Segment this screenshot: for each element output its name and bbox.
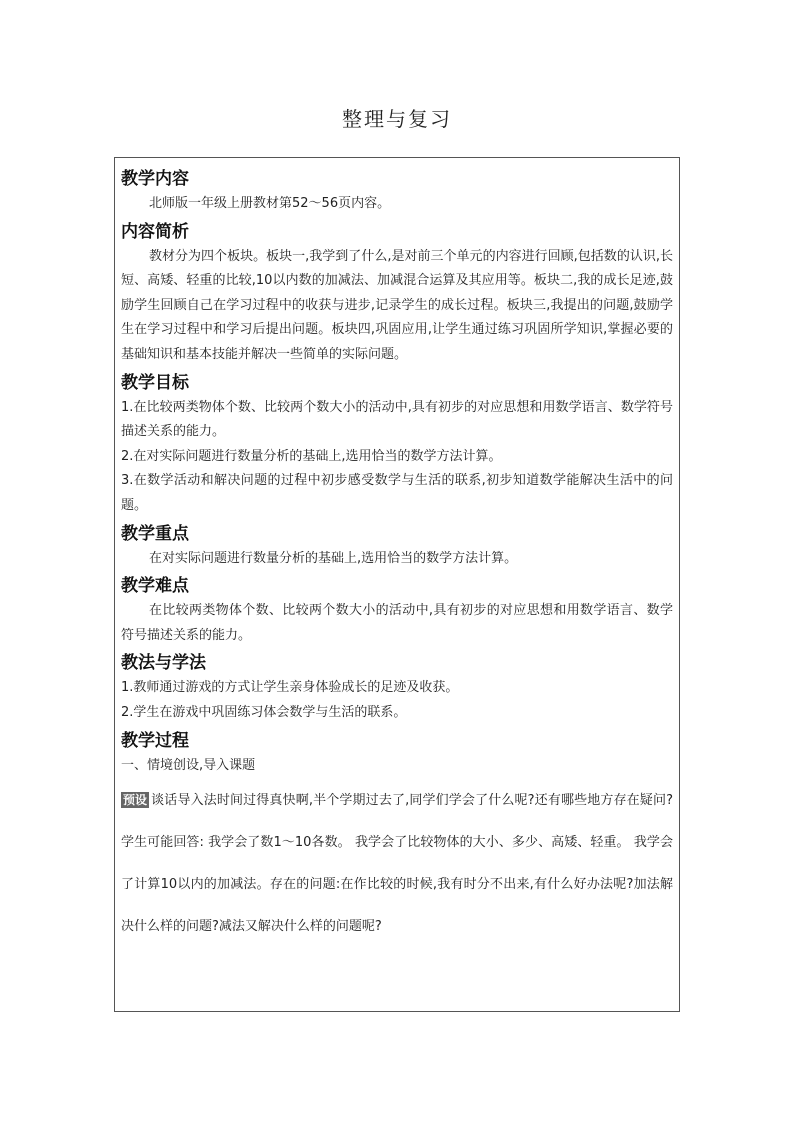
process-step: 一、情境创设,导入课题: [121, 757, 256, 773]
section-heading: 教学内容: [121, 169, 189, 189]
goal-item: 1.在比较两类物体个数、比较两个数大小的活动中,具有初步的对应思想和用数学语言、数学符号描述关系的能力。: [121, 399, 673, 440]
section-heading: 教学过程: [121, 730, 189, 751]
goal-item: 3.在数学活动和解决问题的过程中初步感受数学与生活的联系,初步知道数学能解决生活中的问题。: [121, 473, 673, 513]
section-goals: [121, 370, 673, 519]
process-text: [121, 780, 673, 948]
section-heading: 教学难点: [121, 576, 189, 597]
lesson-plan-box: [114, 157, 680, 1012]
section-difficulty: [121, 573, 673, 648]
page-title: 整理与复习: [342, 107, 452, 131]
goal-item: 2.在对实际问题进行数量分析的基础上,选用恰当的数学方法计算。: [121, 448, 502, 464]
process-text-body: 谈话导入法时间过得真快啊,半个学期过去了,同学们学会了什么呢?还有哪些地方存在疑问?学生可能回答: 我学会了数1～10各数。 我学会了比较物体的大小、多少、高矮、轻重。 我学会了计算10以内的加减法。存在的问题:在作比较的时候,我有时分不出来,有什么好办法呢?加法解决什么样的问题?减法又解决什么样的问题呢?: [121, 793, 673, 935]
section-heading: 教学重点: [121, 523, 189, 544]
section-analysis: [121, 219, 673, 368]
section-content: [121, 166, 673, 217]
preset-badge: 预设: [123, 793, 148, 808]
method-item: 1.教师通过游戏的方式让学生亲身体验成长的足迹及收获。: [121, 680, 459, 696]
section-text: 在比较两类物体个数、比较两个数大小的活动中,具有初步的对应思想和用数学语言、数学符号描述关系的能力。: [121, 603, 673, 643]
section-text: 北师版一年级上册教材第52～56页内容。: [149, 196, 391, 211]
section-heading: 教法与学法: [121, 653, 206, 674]
section-heading: 内容简析: [121, 221, 189, 242]
section-text: 在对实际问题进行数量分析的基础上,选用恰当的数学方法计算。: [149, 550, 518, 566]
section-heading: 教学目标: [121, 372, 189, 393]
section-process: [121, 728, 673, 949]
section-text: 教材分为四个板块。板块一,我学到了什么,是对前三个单元的内容进行回顾,包括数的认识,长短、高矮、轻重的比较,10以内数的加减法、加减混合运算及其应用等。板块二,我的成长足迹,鼓励学生回顾自己在学习过程中的收获与进步,记录学生的成长过程。板块三,我提出的问题,鼓励学生在学习过程中和学习后提出问题。板块四,巩固应用,让学生通过练习巩固所学知识,掌握必要的基础知识和基本技能并解决一些简单的实际问题。: [121, 248, 673, 362]
section-methods: [121, 650, 673, 725]
method-item: 2.学生在游戏中巩固练习体会数学与生活的联系。: [121, 704, 407, 720]
section-key-point: [121, 521, 673, 572]
